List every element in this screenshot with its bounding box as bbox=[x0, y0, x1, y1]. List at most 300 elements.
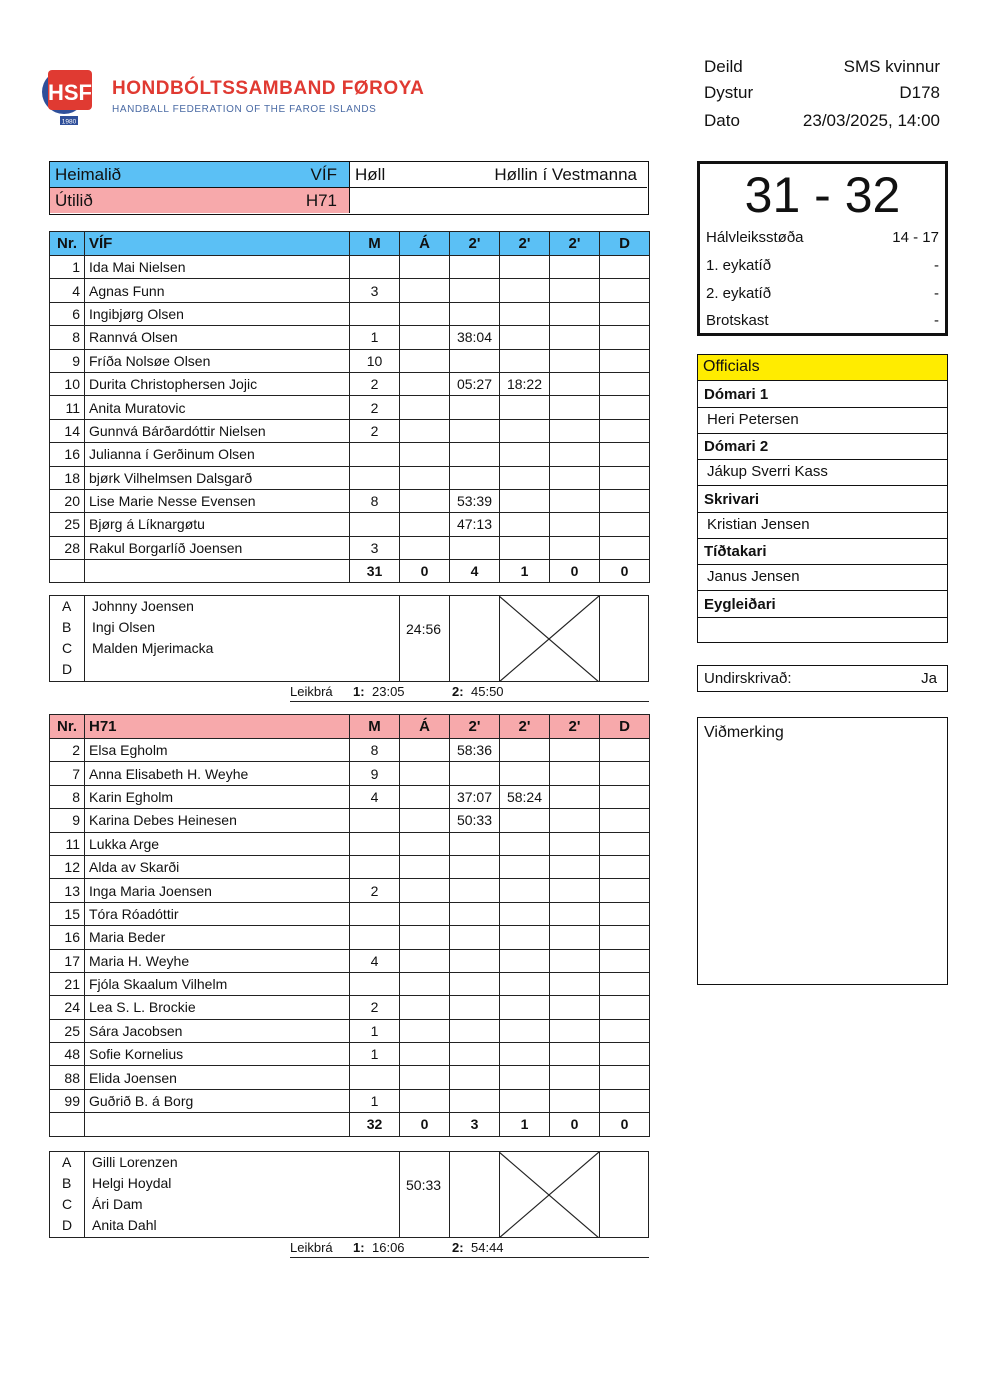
player-name: Anna Elisabeth H. Weyhe bbox=[85, 762, 350, 785]
player-stat-t2 bbox=[500, 879, 550, 902]
player-stat-t2 bbox=[500, 466, 550, 489]
player-name: Guðrið B. á Borg bbox=[85, 1089, 350, 1112]
col-2min-3: 2' bbox=[550, 715, 600, 739]
player-stat-t2 bbox=[500, 855, 550, 878]
official-person: Kristian Jensen bbox=[707, 515, 810, 533]
score-detail-label: 1. eykatíð bbox=[706, 257, 772, 274]
totals-empty bbox=[85, 1113, 350, 1136]
player-number: 21 bbox=[50, 972, 85, 995]
home-timeouts bbox=[290, 683, 649, 702]
player-stat-t1 bbox=[450, 949, 500, 972]
player-row bbox=[50, 536, 650, 559]
player-stat-t3 bbox=[550, 972, 600, 995]
player-number: 25 bbox=[50, 1019, 85, 1042]
player-stat-m bbox=[350, 1066, 400, 1089]
crossed-cell-icon bbox=[499, 596, 599, 682]
player-number: 9 bbox=[50, 809, 85, 832]
player-stat-d bbox=[600, 996, 650, 1019]
player-stat-m: 3 bbox=[350, 536, 400, 559]
player-stat-m: 9 bbox=[350, 762, 400, 785]
player-stat-t1 bbox=[450, 762, 500, 785]
player-stat-m bbox=[350, 902, 400, 925]
player-stat-t3 bbox=[550, 302, 600, 325]
logo-letters: HSF bbox=[48, 80, 92, 105]
player-row bbox=[50, 1043, 650, 1066]
timeout-label: Leikbrá bbox=[290, 684, 333, 699]
timeout2-value: 54:44 bbox=[471, 1240, 504, 1255]
remarks-box bbox=[697, 717, 948, 985]
player-row bbox=[50, 489, 650, 512]
player-stat-d bbox=[600, 762, 650, 785]
score-detail-value: - bbox=[934, 312, 939, 329]
player-stat-t3 bbox=[550, 419, 600, 442]
player-stat-t3 bbox=[550, 1066, 600, 1089]
player-stat-t1: 50:33 bbox=[450, 809, 500, 832]
player-number: 17 bbox=[50, 949, 85, 972]
official-role: Dómari 2 bbox=[704, 438, 769, 456]
player-stat-t3 bbox=[550, 949, 600, 972]
player-stat-t2 bbox=[500, 809, 550, 832]
player-stat-a bbox=[400, 762, 450, 785]
home-header-row bbox=[50, 232, 650, 256]
player-stat-t2 bbox=[500, 972, 550, 995]
player-stat-t2 bbox=[500, 1066, 550, 1089]
player-stat-t3 bbox=[550, 349, 600, 372]
col-m: M bbox=[350, 232, 400, 256]
player-stat-d bbox=[600, 855, 650, 878]
player-name: Bjørg á Líknargøtu bbox=[85, 513, 350, 536]
player-row bbox=[50, 855, 650, 878]
player-row bbox=[50, 419, 650, 442]
teams-box bbox=[49, 161, 649, 215]
player-stat-t2 bbox=[500, 419, 550, 442]
player-number: 1 bbox=[50, 256, 85, 279]
player-stat-a bbox=[400, 785, 450, 808]
player-stat-t2 bbox=[500, 279, 550, 302]
player-stat-m bbox=[350, 972, 400, 995]
official-separator bbox=[698, 433, 947, 434]
total-t2: 1 bbox=[500, 1113, 550, 1136]
player-row bbox=[50, 443, 650, 466]
player-stat-m: 2 bbox=[350, 396, 400, 419]
organization-name: HONDBÓLTSSAMBAND FØROYA bbox=[112, 78, 425, 99]
player-number: 10 bbox=[50, 372, 85, 395]
player-stat-a bbox=[400, 513, 450, 536]
player-stat-a bbox=[400, 972, 450, 995]
match-info-value: SMS kvinnur bbox=[843, 57, 940, 76]
player-number: 12 bbox=[50, 855, 85, 878]
totals-row bbox=[50, 1113, 650, 1136]
player-stat-t3 bbox=[550, 996, 600, 1019]
player-stat-t2 bbox=[500, 739, 550, 762]
player-number: 9 bbox=[50, 349, 85, 372]
col-team-name: VÍF bbox=[85, 232, 350, 256]
player-name: Durita Christophersen Jojic bbox=[85, 372, 350, 395]
score-detail-row bbox=[706, 312, 939, 336]
player-stat-t2 bbox=[500, 1043, 550, 1066]
player-stat-t1 bbox=[450, 1043, 500, 1066]
final-score: 31 - 32 bbox=[744, 167, 901, 223]
match-info-value: 23/03/2025, 14:00 bbox=[802, 111, 940, 130]
player-name: Inga Maria Joensen bbox=[85, 879, 350, 902]
score-detail-value: 14 - 17 bbox=[892, 229, 939, 246]
score-detail-value: - bbox=[934, 257, 939, 274]
player-stat-m bbox=[350, 832, 400, 855]
player-stat-a bbox=[400, 536, 450, 559]
totals-empty bbox=[85, 560, 350, 583]
player-stat-t2 bbox=[500, 443, 550, 466]
signed-box bbox=[697, 665, 948, 692]
away-label: Útilið bbox=[55, 191, 93, 210]
official-name: Malden Mjerimacka bbox=[92, 640, 214, 656]
player-stat-a bbox=[400, 256, 450, 279]
player-number: 2 bbox=[50, 739, 85, 762]
player-name: Fríða Nolsøe Olsen bbox=[85, 349, 350, 372]
col-2min-2: 2' bbox=[500, 232, 550, 256]
player-row bbox=[50, 949, 650, 972]
player-stat-m: 3 bbox=[350, 279, 400, 302]
official-letter: D bbox=[62, 1217, 73, 1233]
player-stat-m: 8 bbox=[350, 489, 400, 512]
player-stat-t1 bbox=[450, 349, 500, 372]
player-stat-t3 bbox=[550, 443, 600, 466]
timeout1-label: 1: bbox=[353, 1240, 365, 1255]
player-stat-t1 bbox=[450, 443, 500, 466]
official-letter: C bbox=[62, 1196, 73, 1212]
player-stat-t3 bbox=[550, 513, 600, 536]
player-name: Sofie Kornelius bbox=[85, 1043, 350, 1066]
player-stat-a bbox=[400, 419, 450, 442]
player-stat-m bbox=[350, 443, 400, 466]
player-stat-d bbox=[600, 785, 650, 808]
score-detail-row bbox=[706, 257, 939, 281]
player-stat-t2 bbox=[500, 832, 550, 855]
score-detail-value: - bbox=[934, 285, 939, 302]
player-number: 48 bbox=[50, 1043, 85, 1066]
player-stat-t2 bbox=[500, 349, 550, 372]
signed-label: Undirskrivað: bbox=[704, 670, 792, 687]
player-stat-m: 4 bbox=[350, 785, 400, 808]
col-d: D bbox=[600, 232, 650, 256]
player-stat-t1 bbox=[450, 1019, 500, 1042]
player-stat-t2 bbox=[500, 396, 550, 419]
official-divider bbox=[698, 512, 947, 513]
totals-row bbox=[50, 560, 650, 583]
official-role: Dómari 1 bbox=[704, 386, 769, 403]
away-team-cell bbox=[50, 188, 350, 213]
away-timeouts bbox=[290, 1239, 649, 1258]
player-stat-m: 2 bbox=[350, 419, 400, 442]
player-row bbox=[50, 739, 650, 762]
official-separator bbox=[698, 590, 947, 591]
col-2min-2: 2' bbox=[500, 715, 550, 739]
player-stat-a bbox=[400, 949, 450, 972]
total-d: 0 bbox=[600, 560, 650, 583]
officials-panel bbox=[697, 354, 948, 643]
total-t1: 3 bbox=[450, 1113, 500, 1136]
player-stat-d bbox=[600, 809, 650, 832]
player-number: 6 bbox=[50, 302, 85, 325]
col-a: Á bbox=[400, 715, 450, 739]
official-letter: D bbox=[62, 661, 73, 677]
score-detail-row bbox=[706, 229, 939, 253]
player-name: Gunnvá Bárðardóttir Nielsen bbox=[85, 419, 350, 442]
player-stat-a bbox=[400, 926, 450, 949]
player-stat-a bbox=[400, 809, 450, 832]
player-stat-t2 bbox=[500, 513, 550, 536]
timeout2-label: 2: bbox=[452, 684, 464, 699]
official-role: Eygleiðari bbox=[704, 595, 776, 613]
player-number: 8 bbox=[50, 785, 85, 808]
player-stat-a bbox=[400, 372, 450, 395]
player-stat-d bbox=[600, 349, 650, 372]
timeout-label: Leikbrá bbox=[290, 1240, 333, 1255]
hsf-logo-icon bbox=[40, 62, 96, 128]
player-stat-t1 bbox=[450, 879, 500, 902]
player-stat-t2 bbox=[500, 926, 550, 949]
player-stat-d bbox=[600, 902, 650, 925]
away-extra-cell bbox=[350, 188, 647, 213]
match-info-row bbox=[704, 111, 940, 137]
official-role: Skrivari bbox=[704, 490, 760, 508]
player-number: 28 bbox=[50, 536, 85, 559]
official-time: 24:56 bbox=[406, 621, 442, 637]
player-stat-t1 bbox=[450, 279, 500, 302]
total-m: 31 bbox=[350, 560, 400, 583]
official-name: Johnny Joensen bbox=[92, 598, 194, 614]
player-stat-d bbox=[600, 879, 650, 902]
signed-value: Ja bbox=[921, 670, 937, 687]
player-name: Julianna í Gerðinum Olsen bbox=[85, 443, 350, 466]
player-stat-a bbox=[400, 855, 450, 878]
player-stat-a bbox=[400, 466, 450, 489]
player-stat-m: 2 bbox=[350, 996, 400, 1019]
team-official-row bbox=[50, 1154, 390, 1175]
col-2min-1: 2' bbox=[450, 232, 500, 256]
total-m: 32 bbox=[350, 1113, 400, 1136]
player-stat-d bbox=[600, 926, 650, 949]
total-a: 0 bbox=[400, 560, 450, 583]
col-d: D bbox=[600, 715, 650, 739]
player-stat-t1: 05:27 bbox=[450, 372, 500, 395]
player-stat-t3 bbox=[550, 396, 600, 419]
player-stat-d bbox=[600, 372, 650, 395]
match-info-label: Dato bbox=[704, 111, 740, 130]
team-official-row bbox=[50, 640, 390, 661]
player-row bbox=[50, 349, 650, 372]
team-official-row bbox=[50, 661, 390, 682]
official-person: Janus Jensen bbox=[707, 568, 800, 586]
player-stat-t1 bbox=[450, 902, 500, 925]
player-stat-d bbox=[600, 832, 650, 855]
team-official-row bbox=[50, 1196, 390, 1217]
player-stat-m bbox=[350, 513, 400, 536]
player-stat-d bbox=[600, 1019, 650, 1042]
player-name: Tóra Róadóttir bbox=[85, 902, 350, 925]
player-stat-t2 bbox=[500, 949, 550, 972]
player-stat-d bbox=[600, 302, 650, 325]
official-role: Tíðtakari bbox=[704, 543, 767, 561]
official-separator bbox=[698, 538, 947, 539]
player-row bbox=[50, 809, 650, 832]
player-stat-a bbox=[400, 396, 450, 419]
player-stat-d bbox=[600, 1066, 650, 1089]
match-info-label: Deild bbox=[704, 57, 743, 76]
player-stat-m: 1 bbox=[350, 1043, 400, 1066]
player-stat-t1: 47:13 bbox=[450, 513, 500, 536]
player-stat-t2 bbox=[500, 1089, 550, 1112]
officials-title: Officials bbox=[698, 355, 947, 381]
player-name: Maria Beder bbox=[85, 926, 350, 949]
player-number: 24 bbox=[50, 996, 85, 1019]
player-stat-t2 bbox=[500, 996, 550, 1019]
remarks-label: Viðmerking bbox=[704, 724, 784, 741]
player-stat-d bbox=[600, 1089, 650, 1112]
player-stat-m bbox=[350, 302, 400, 325]
col-team-name: H71 bbox=[85, 715, 350, 739]
player-name: Lukka Arge bbox=[85, 832, 350, 855]
official-letter: B bbox=[62, 619, 72, 635]
hall-value: Høllin í Vestmanna bbox=[494, 165, 637, 184]
hall-cell bbox=[350, 162, 647, 188]
player-stat-a bbox=[400, 832, 450, 855]
total-t3: 0 bbox=[550, 560, 600, 583]
player-stat-t1: 58:36 bbox=[450, 739, 500, 762]
player-number: 11 bbox=[50, 396, 85, 419]
total-t2: 1 bbox=[500, 560, 550, 583]
player-stat-a bbox=[400, 1066, 450, 1089]
official-letter: A bbox=[62, 1154, 72, 1170]
away-code: H71 bbox=[305, 191, 337, 210]
federation-logo bbox=[40, 60, 425, 132]
player-stat-t3 bbox=[550, 739, 600, 762]
timeout1-value: 23:05 bbox=[372, 684, 405, 699]
player-stat-a bbox=[400, 443, 450, 466]
player-row bbox=[50, 1066, 650, 1089]
player-stat-t1 bbox=[450, 419, 500, 442]
player-number: 7 bbox=[50, 762, 85, 785]
player-stat-d bbox=[600, 489, 650, 512]
player-number: 16 bbox=[50, 926, 85, 949]
player-stat-m: 4 bbox=[350, 949, 400, 972]
player-stat-a bbox=[400, 1043, 450, 1066]
grid-line bbox=[599, 596, 600, 681]
col-2min-3: 2' bbox=[550, 232, 600, 256]
player-row bbox=[50, 926, 650, 949]
player-stat-a bbox=[400, 739, 450, 762]
official-divider bbox=[698, 564, 947, 565]
totals-empty bbox=[50, 560, 85, 583]
player-stat-t1 bbox=[450, 256, 500, 279]
player-row bbox=[50, 972, 650, 995]
player-number: 99 bbox=[50, 1089, 85, 1112]
player-stat-t2: 18:22 bbox=[500, 372, 550, 395]
official-divider bbox=[698, 617, 947, 618]
grid-line bbox=[399, 596, 400, 681]
player-stat-m bbox=[350, 926, 400, 949]
player-name: Ingibjørg Olsen bbox=[85, 302, 350, 325]
player-name: Agnas Funn bbox=[85, 279, 350, 302]
player-stat-t1 bbox=[450, 972, 500, 995]
player-stat-t1 bbox=[450, 996, 500, 1019]
player-number: 88 bbox=[50, 1066, 85, 1089]
player-row bbox=[50, 762, 650, 785]
player-stat-t3 bbox=[550, 762, 600, 785]
player-stat-a bbox=[400, 1019, 450, 1042]
player-name: Elida Joensen bbox=[85, 1066, 350, 1089]
player-stat-d bbox=[600, 279, 650, 302]
player-stat-d bbox=[600, 513, 650, 536]
col-2min-1: 2' bbox=[450, 715, 500, 739]
match-info-label: Dystur bbox=[704, 83, 754, 102]
player-name: Karin Egholm bbox=[85, 785, 350, 808]
grid-line bbox=[399, 1152, 400, 1237]
player-stat-t2 bbox=[500, 762, 550, 785]
player-name: Rakul Borgarlíð Joensen bbox=[85, 536, 350, 559]
player-name: Rannvá Olsen bbox=[85, 326, 350, 349]
player-stat-t2 bbox=[500, 326, 550, 349]
player-row bbox=[50, 513, 650, 536]
timeout2-label: 2: bbox=[452, 1240, 464, 1255]
official-name: Anita Dahl bbox=[92, 1217, 157, 1233]
official-name: Ingi Olsen bbox=[92, 619, 156, 635]
team-official-row bbox=[50, 619, 390, 640]
score-detail-row bbox=[706, 285, 939, 309]
grid-line bbox=[449, 596, 450, 681]
player-stat-d bbox=[600, 466, 650, 489]
player-stat-t1 bbox=[450, 832, 500, 855]
player-stat-t1 bbox=[450, 855, 500, 878]
player-stat-a bbox=[400, 349, 450, 372]
team-official-row bbox=[50, 598, 390, 619]
player-stat-d bbox=[600, 396, 650, 419]
official-name: Ári Dam bbox=[92, 1196, 143, 1212]
home-team-cell bbox=[50, 162, 350, 188]
player-stat-a bbox=[400, 279, 450, 302]
player-stat-a bbox=[400, 996, 450, 1019]
player-number: 4 bbox=[50, 279, 85, 302]
player-stat-m: 1 bbox=[350, 326, 400, 349]
crossed-cell-icon bbox=[499, 1152, 599, 1238]
score-detail-label: Brotskast bbox=[706, 312, 769, 329]
player-stat-m bbox=[350, 809, 400, 832]
away-officials-block bbox=[49, 1151, 649, 1238]
player-stat-t3 bbox=[550, 279, 600, 302]
timeout1-value: 16:06 bbox=[372, 1240, 405, 1255]
player-stat-t3 bbox=[550, 466, 600, 489]
home-roster-table bbox=[49, 231, 650, 583]
grid-line bbox=[599, 1152, 600, 1237]
player-stat-t1 bbox=[450, 1066, 500, 1089]
player-name: Lise Marie Nesse Evensen bbox=[85, 489, 350, 512]
player-stat-t3 bbox=[550, 785, 600, 808]
player-number: 20 bbox=[50, 489, 85, 512]
player-stat-a bbox=[400, 489, 450, 512]
player-row bbox=[50, 466, 650, 489]
player-row bbox=[50, 302, 650, 325]
player-name: Elsa Egholm bbox=[85, 739, 350, 762]
player-number: 13 bbox=[50, 879, 85, 902]
player-name: Sára Jacobsen bbox=[85, 1019, 350, 1042]
official-separator bbox=[698, 485, 947, 486]
official-person: Heri Petersen bbox=[707, 411, 799, 428]
player-row bbox=[50, 372, 650, 395]
team-official-row bbox=[50, 1175, 390, 1196]
player-row bbox=[50, 1089, 650, 1112]
player-row bbox=[50, 785, 650, 808]
player-stat-m: 8 bbox=[350, 739, 400, 762]
player-stat-t1 bbox=[450, 1089, 500, 1112]
